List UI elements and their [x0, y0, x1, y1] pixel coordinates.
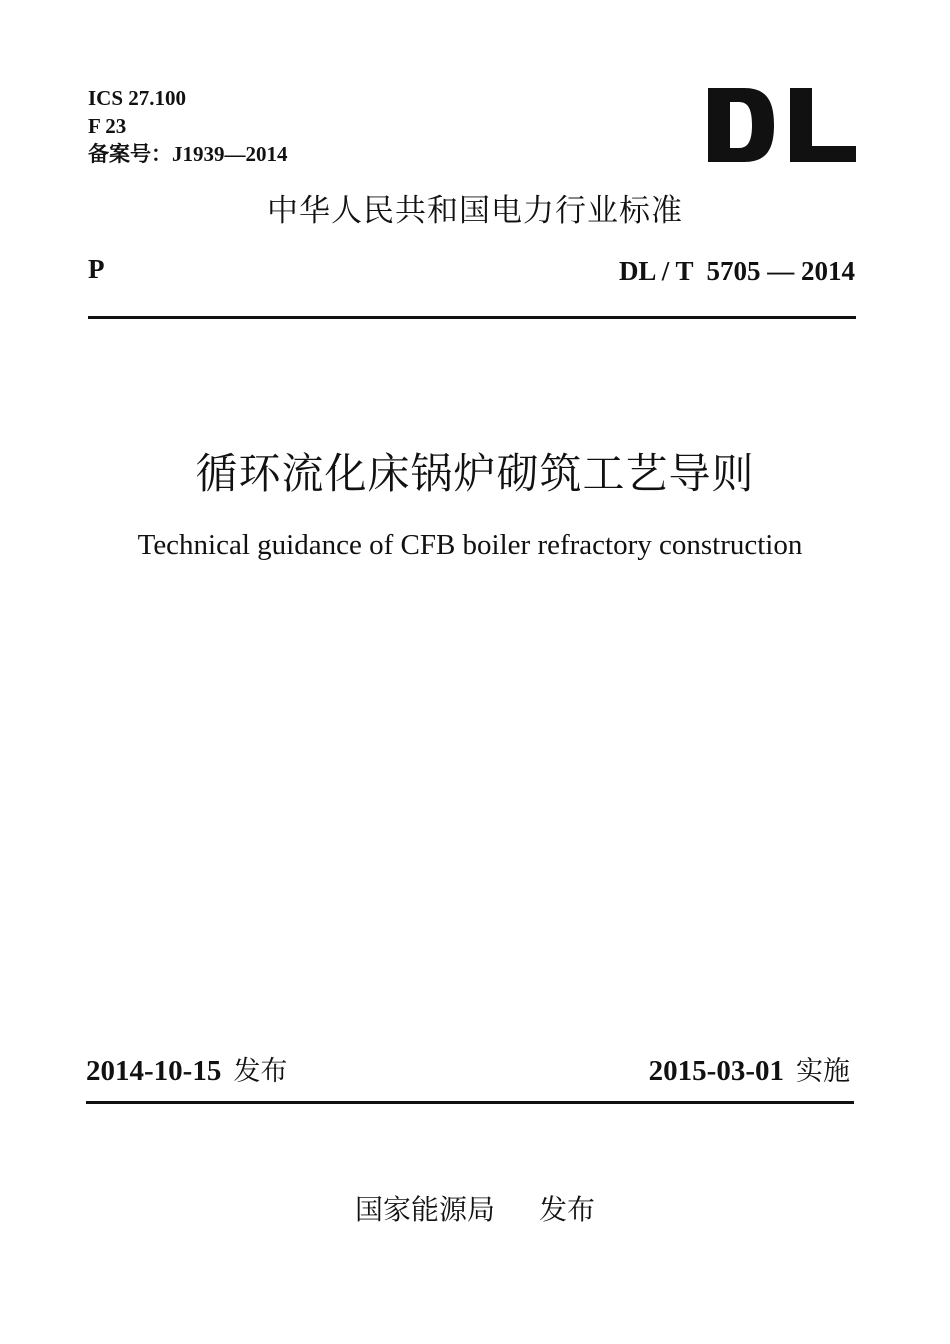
issue-date: 2014-10-15 — [86, 1055, 222, 1087]
ccs-code: F 23 — [88, 114, 127, 138]
series-title: 中华人民共和国电力行业标准 — [267, 193, 683, 229]
publisher-name: 国家能源局 — [354, 1193, 495, 1226]
issue-label: 发布 — [233, 1056, 288, 1087]
publisher-line — [0, 1190, 950, 1230]
logo-letter-d — [708, 88, 774, 162]
standard-number: DL / T 5705 — 2014 — [618, 256, 855, 286]
effective-label: 实施 — [796, 1056, 850, 1087]
publisher-action: 发布 — [539, 1193, 596, 1226]
record-number: 备案号：J1939—2014 — [88, 142, 288, 166]
issue-date-line — [86, 1052, 287, 1091]
effective-date: 2015-03-01 — [648, 1055, 784, 1087]
title-english: Technical guidance of CFB boiler refractory construction — [137, 529, 803, 561]
ics-code: ICS 27.100 — [88, 86, 187, 110]
dl-logo — [708, 88, 856, 162]
bottom-divider — [86, 1101, 854, 1104]
effective-date-line — [649, 1052, 850, 1091]
logo-letter-l — [790, 88, 856, 162]
title-chinese: 循环流化床锅炉砌筑工艺导则 — [195, 449, 755, 498]
category-code: P — [88, 254, 105, 284]
top-divider — [88, 316, 856, 319]
